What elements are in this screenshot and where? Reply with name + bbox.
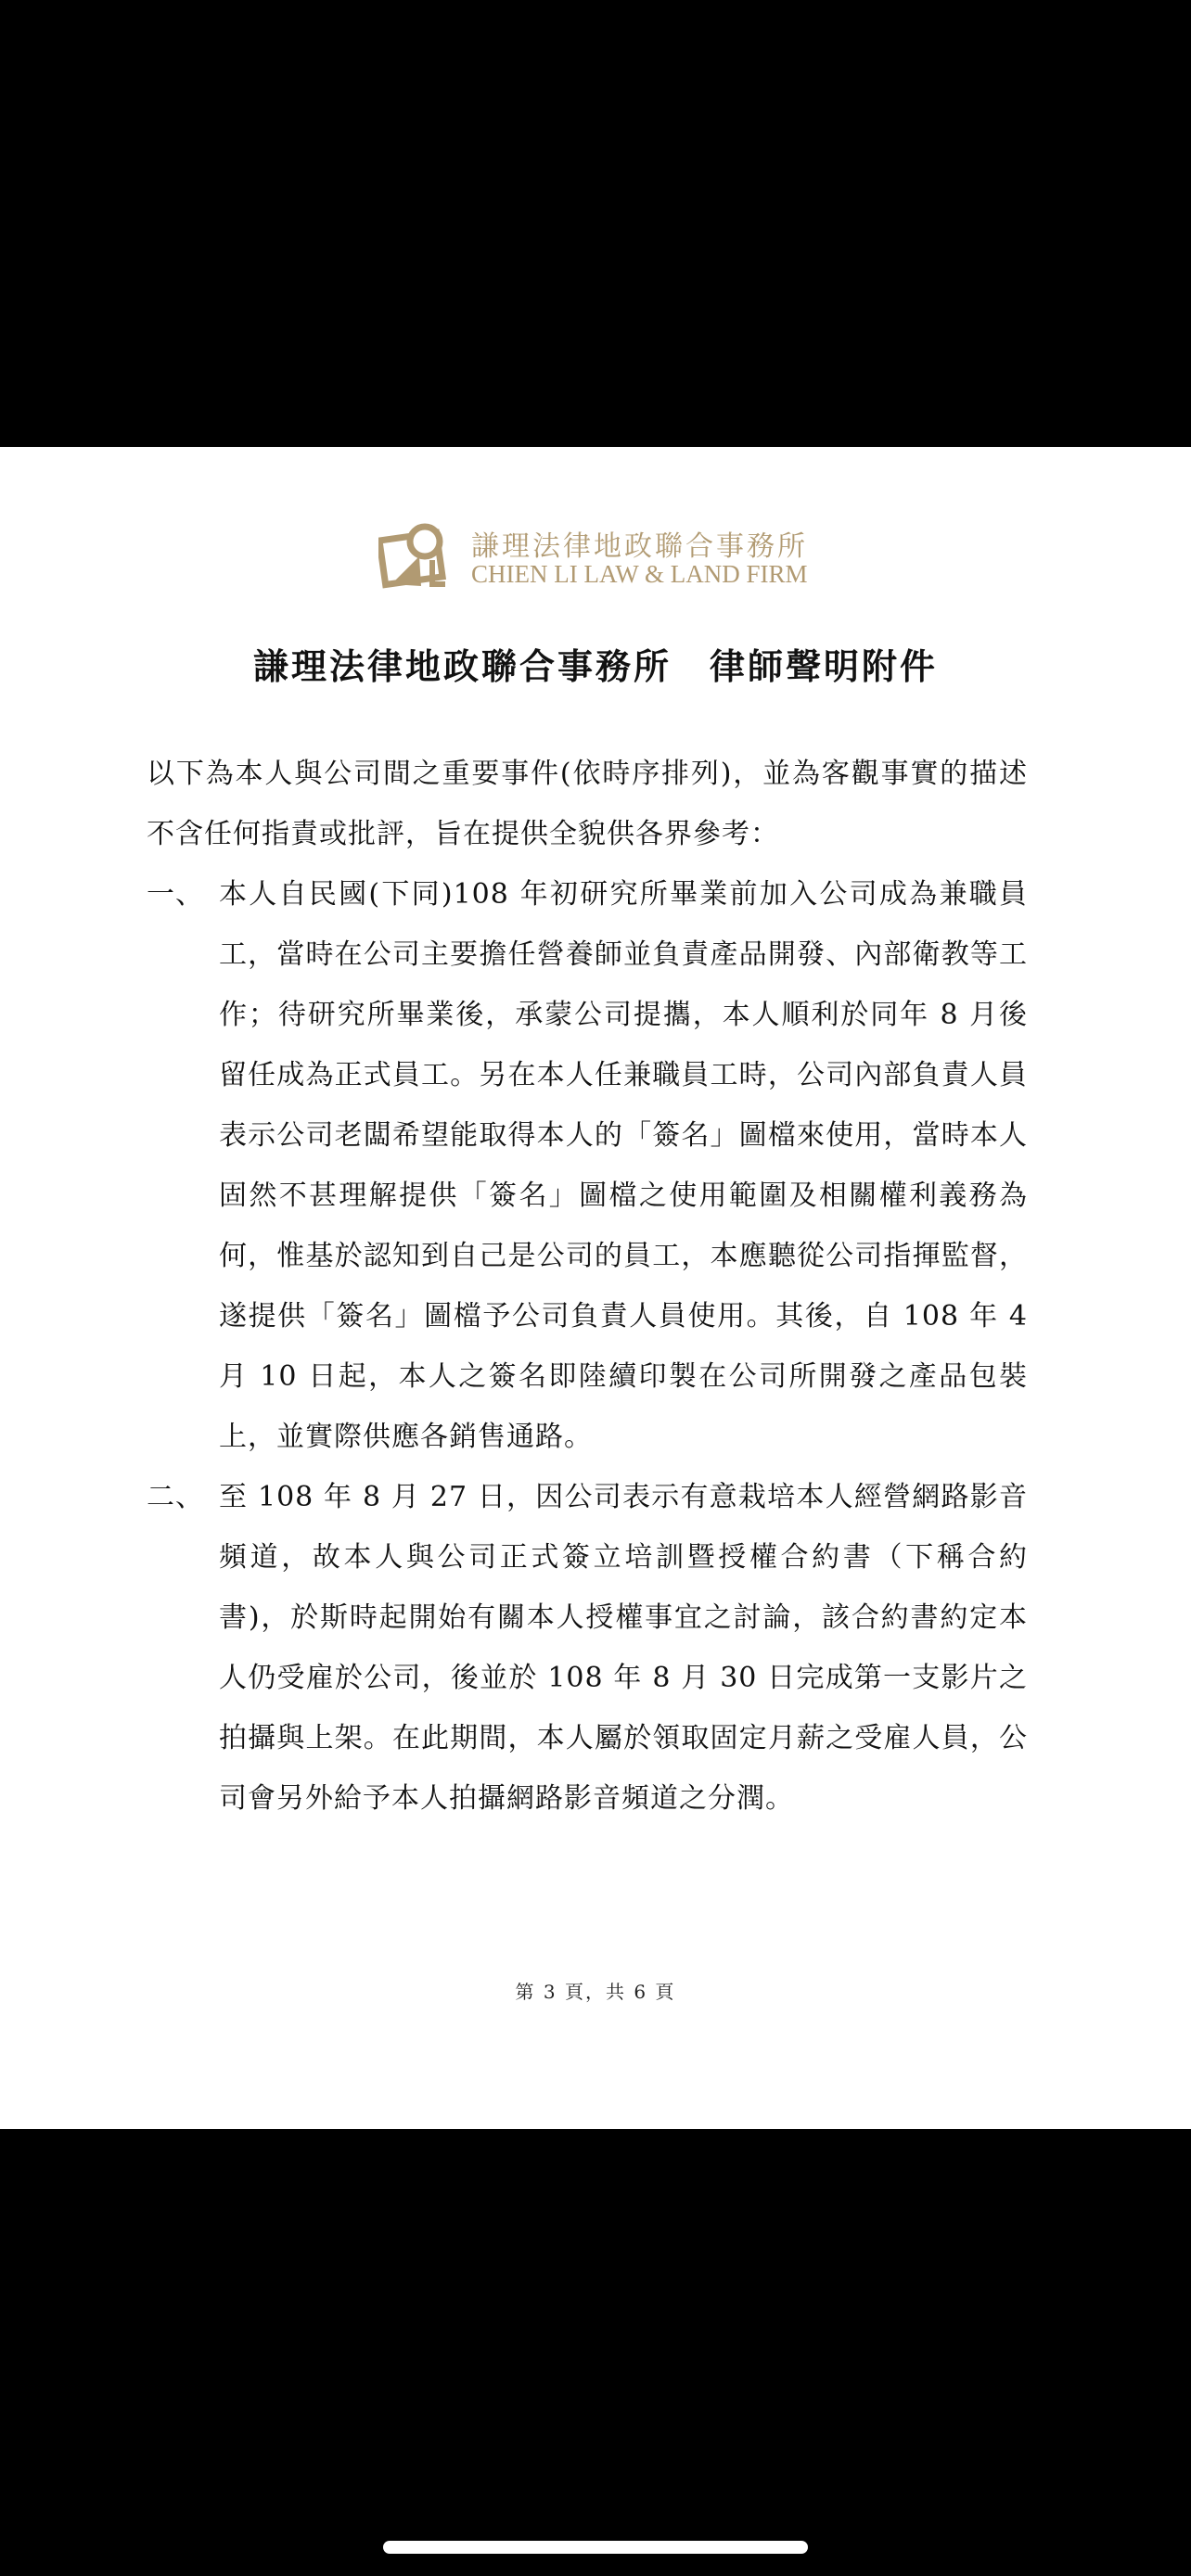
item-number: 一、 [147,878,204,911]
document-page [0,447,1191,2129]
document-body [147,744,1028,1829]
list-item [147,864,1028,1467]
item-text: 本人自民國(下同)108 年初研究所畢業前加入公司成為兼職員工，當時在公司主要擔任營養師並負責產品開發、內部衛教等工作；待研究所畢業後，承蒙公司提攜，本人順利於同年 8 月後留任成為正式員工。另在本人任兼職員工時，公司內部負責人員表示公司老闆希望能取得本人的「簽名」圖檔來使用，當時本人固然不甚理解提供「簽名」圖檔之使用範圍及相關權利義務為何，惟基於認知到自己是公司的員工，本應聽從公司指揮監督，遂提供「簽名」圖檔予公司負責人員使用。其後，自 108 年 4 月 10 日起，本人之簽名即陸續印製在公司所開發之產品包裝上，並實際供應各銷售通路。 [219,878,1028,1453]
item-number: 二、 [147,1481,204,1513]
firm-logo-icon [378,519,449,592]
home-indicator[interactable] [383,2541,808,2554]
letterhead-name-zh: 謙理法律地政聯合事務所 [471,530,808,563]
letterhead [378,519,824,593]
page-number: 第 3 頁，共 6 頁 [515,1981,676,2003]
list-item [147,1467,1028,1829]
document-title: 謙理法律地政聯合事務所 律師聲明附件 [252,645,938,687]
item-text: 至 108 年 8 月 27 日，因公司表示有意栽培本人經營網路影音頻道，故本人與公司正式簽立培訓暨授權合約書（下稱合約書)，於斯時起開始有關本人授權事宜之討論，該合約書約定本人仍受雇於公司，後並於 108 年 8 月 30 日完成第一支影片之拍攝與上架。在此期間，本人屬於領取固定月薪之受雇人員，公司會另外給予本人拍攝網路影音頻道之分潤。 [219,1481,1028,1815]
intro-paragraph: 以下為本人與公司間之重要事件(依時序排列)，並為客觀事實的描述不含任何指責或批評，旨在提供全貌供各界參考： [147,758,1028,850]
letterhead-name-en: CHIEN LI LAW & LAND FIRM [471,560,808,588]
